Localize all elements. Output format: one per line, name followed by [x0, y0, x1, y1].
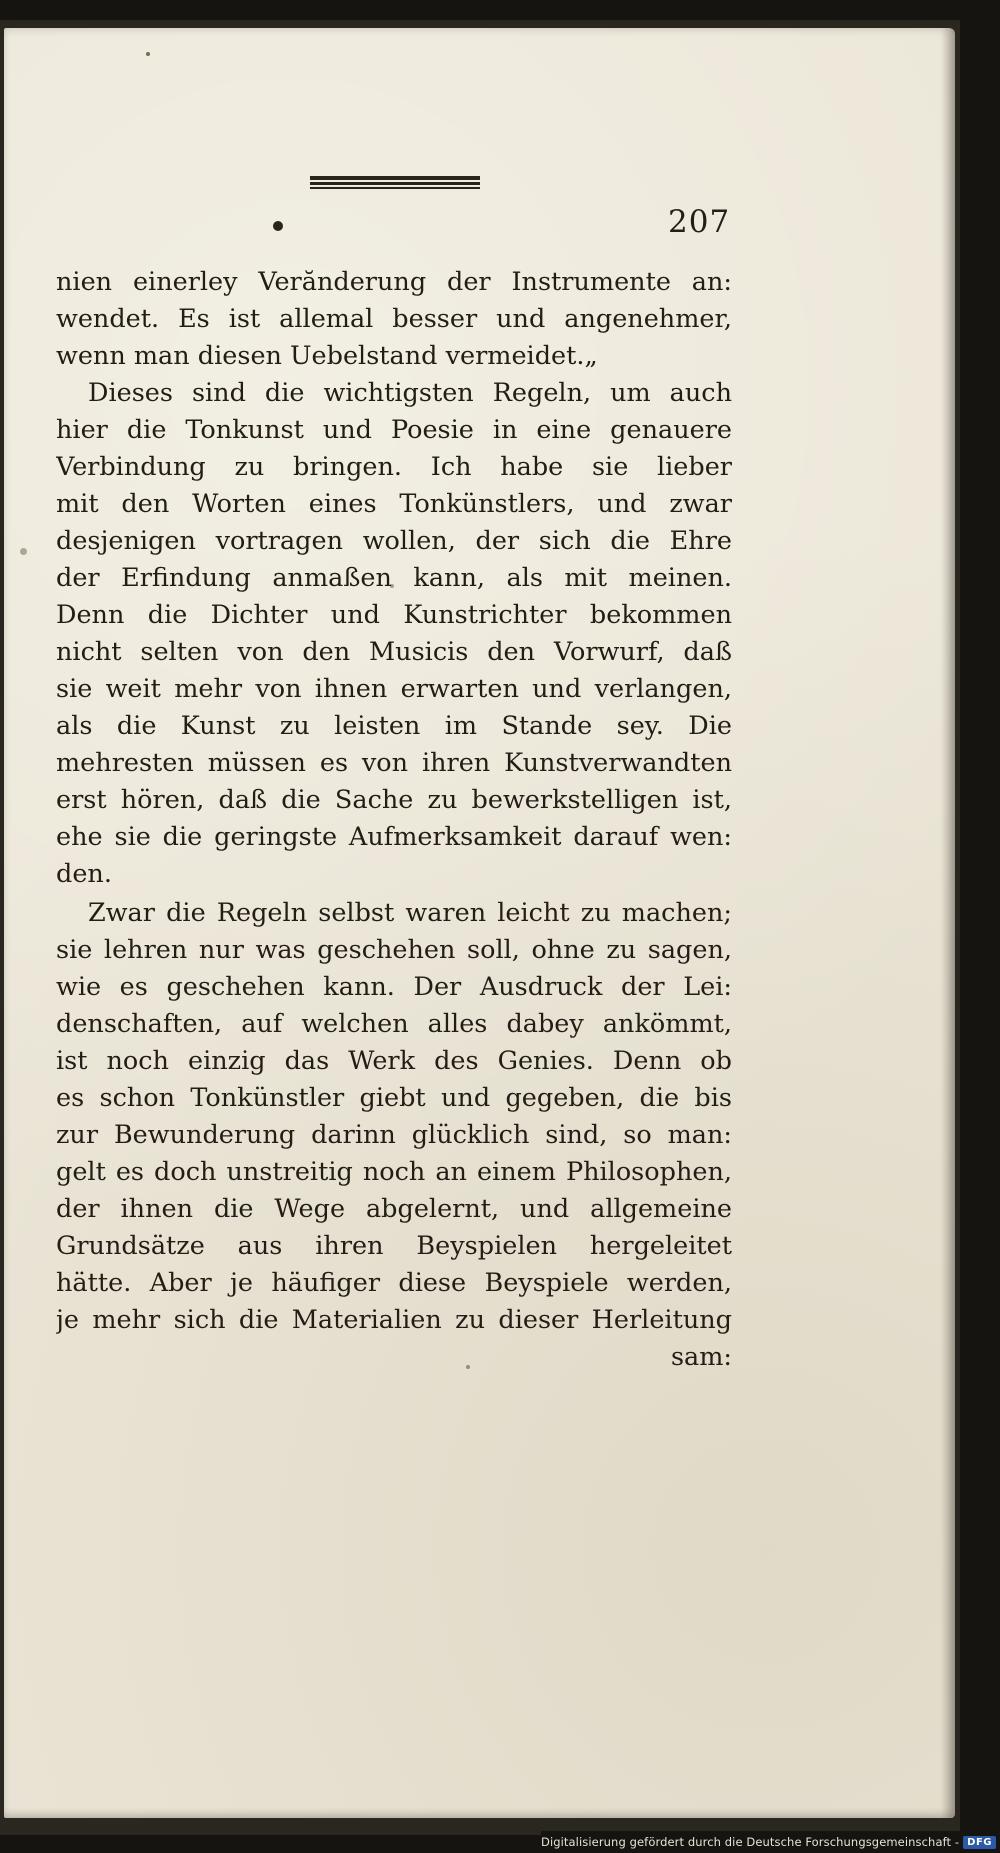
text-line: ist noch einzig das Werk des Genies. Denn ob	[56, 1046, 732, 1076]
text-line: nicht selten von den Musicis den Vorwurf, daß	[56, 637, 732, 667]
text-line: wie es geschehen kann. Der Ausdruck der Lei:	[56, 972, 732, 1002]
text-line: hier die Tonkunst und Poesie in eine genauere	[56, 415, 732, 445]
text-line: wenn man diesen Uebelstand vermeidet.„	[56, 341, 598, 371]
text-line: Verbindung zu bringen. Ich habe sie lieber	[56, 452, 732, 482]
text-line: es schon Tonkünstler giebt und gegeben, die bis	[56, 1083, 732, 1113]
ornament-bar	[310, 187, 480, 189]
text-line: den.	[56, 859, 112, 889]
text-line: mehresten müssen es von ihren Kunstverwandten	[56, 748, 732, 778]
text-line: der ihnen die Wege abgelernt, und allgemeine	[56, 1194, 732, 1224]
text-line: als die Kunst zu leisten im Stande sey. Die	[56, 711, 732, 741]
text-line: Denn die Dichter und Kunstrichter bekommen	[56, 600, 732, 630]
text-line: hätte. Aber je häufiger diese Beyspiele werden,	[56, 1268, 732, 1298]
credit-text: Digitalisierung gefördert durch die Deutsche Forschungsgemeinschaft -	[540, 1835, 960, 1849]
dfg-logo: DFG	[963, 1836, 996, 1849]
paragraph-start-line: Dieses sind die wichtigsten Regeln, um auch	[88, 378, 732, 408]
text-line: sie lehren nur was geschehen soll, ohne zu sagen,	[56, 935, 732, 965]
text-line: nien einerley Verănderung der Instrumente an:	[56, 267, 732, 297]
text-line: wendet. Es ist allemal besser und angenehmer,	[56, 304, 732, 334]
text-line: ehe sie die geringste Aufmerksamkeit darauf wen:	[56, 822, 732, 852]
text-line: sie weit mehr von ihnen erwarten und verlangen,	[56, 674, 732, 704]
text-line: Grundsätze aus ihren Beyspielen hergeleitet	[56, 1231, 732, 1261]
ornament-bar	[310, 176, 480, 180]
page-number: 207	[668, 204, 731, 240]
text-line: der Erfindung anmaßen kann, als mit meinen.	[56, 563, 732, 593]
ink-dot	[273, 221, 283, 231]
text-line: je mehr sich die Materialien zu dieser Herleitung	[56, 1305, 732, 1335]
text-line: gelt es doch unstreitig noch an einem Philosophen,	[56, 1157, 732, 1187]
text-line: desjenigen vortragen wollen, der sich die Ehre	[56, 526, 732, 556]
body-text	[56, 264, 732, 1376]
paragraph-start-line: Zwar die Regeln selbst waren leicht zu machen;	[88, 898, 732, 928]
header-rule-ornament	[310, 176, 480, 190]
text-line: mit den Worten eines Tonkünstlers, und zwar	[56, 489, 732, 519]
text-line: denschaften, auf welchen alles dabey ankömmt,	[56, 1009, 732, 1039]
text-line: erst hören, daß die Sache zu bewerkstelligen ist,	[56, 785, 732, 815]
paper-speck	[146, 52, 150, 56]
page-edge-shadow	[941, 28, 955, 1818]
digitization-credit	[541, 1831, 1000, 1853]
text-line: zur Bewunderung darinn glücklich sind, so man:	[56, 1120, 732, 1150]
catchword: sam:	[670, 1342, 732, 1372]
ornament-bar	[310, 182, 480, 185]
paper-speck	[20, 548, 27, 555]
